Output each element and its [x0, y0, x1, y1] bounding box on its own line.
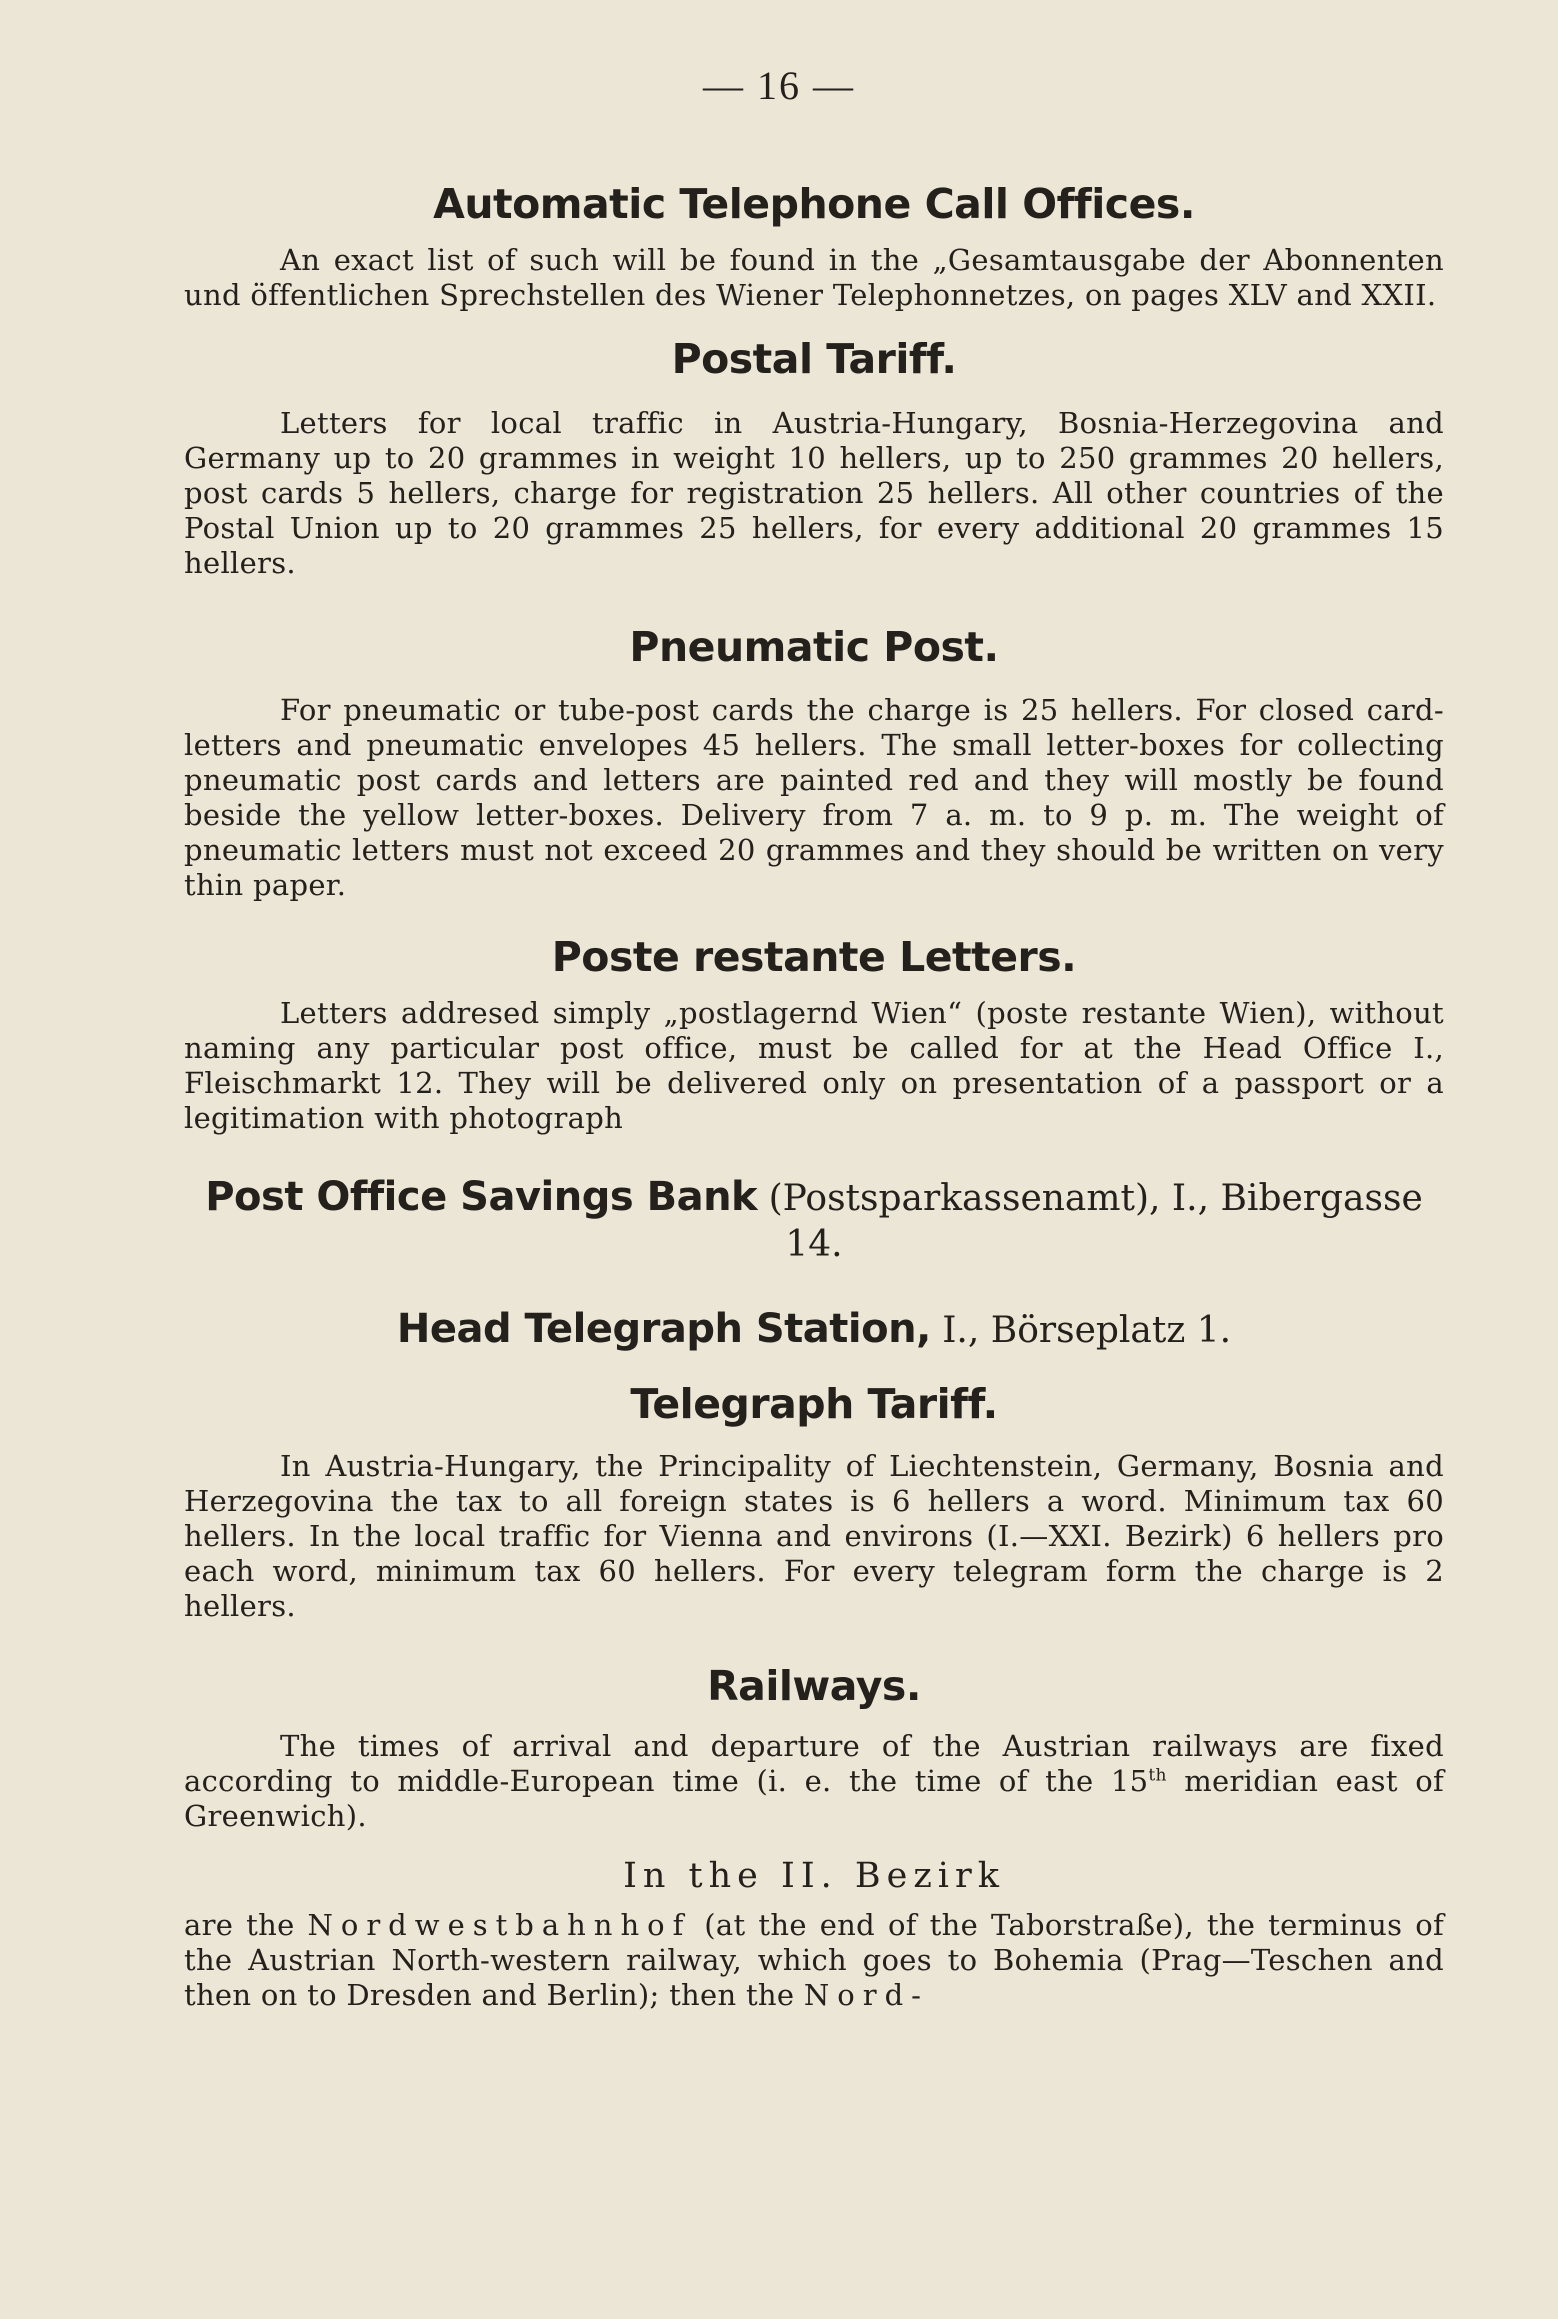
telegraph-tariff-heading: Telegraph Tariff.: [630, 1379, 998, 1428]
head-telegraph-address: I., Börseplatz 1.: [930, 1309, 1232, 1351]
bezirk-heading: In the II. Bezirk: [623, 1856, 1005, 1897]
head-telegraph-title: Head Telegraph Station,: [396, 1305, 931, 1352]
savings-bank-title: Post Office Savings Bank: [205, 1173, 758, 1220]
savings-bank-address: (Postsparkassenamt), I., Bibergasse 14.: [757, 1177, 1423, 1265]
head-telegraph-entry: [184, 1306, 1444, 1354]
railways-superscript: th: [1148, 1765, 1167, 1786]
railways-text-start: The times of arrival and departure of the Austrian railways are fixed according to middle-European time (i. e. the time of the 15: [184, 1729, 1444, 1799]
bezirk-paragraph: [184, 1908, 1444, 2013]
postal-tariff-paragraph: Letters for local traffic in Austria-Hungary, Bosnia-Herzegovina and Germany up to 20 grammes in weight 10 hellers, up to 250 grammes 20 hellers, post cards 5 hellers, charge for registration 25 hellers. All other countries of the Postal Union up to 20 grammes 25 hellers, for every additional 20 grammes 15 hellers.: [184, 406, 1444, 581]
page-content: [184, 180, 1444, 2013]
railways-heading: Railways.: [707, 1661, 921, 1710]
poste-restante-paragraph: Letters addresed simply „postlagernd Wien“ (poste restante Wien), without naming any particular post office, must be called for at the Head Office I., Fleischmarkt 12. They will be delivered only on presentation of a passport or a legitimation with photograph: [184, 995, 1444, 1135]
telegraph-tariff-paragraph: In Austria-Hungary, the Principality of Liechtenstein, Germany, Bosnia and Herzegovina the tax to all foreign states is 6 hellers a word. Minimum tax 60 hellers. In the local traffic for Vienna and environs (I.—XXI. Bezirk) 6 hellers pro each word, minimum tax 60 hellers. For every telegram form the charge is 2 hellers.: [184, 1448, 1444, 1623]
telephone-heading: Automatic Telephone Call Offices.: [433, 180, 1195, 228]
pneumatic-post-paragraph: For pneumatic or tube-post cards the charge is 25 hellers. For closed card-letters and pneumatic envelopes 45 hellers. The small letter-boxes for collecting pneumatic post cards and letters are painted red and they will mostly be found beside the yellow letter-boxes. Delivery from 7 a. m. to 9 p. m. The weight of pneumatic letters must not exceed 20 grammes and they should be written on very thin paper.: [184, 692, 1444, 902]
bezirk-text-2: (at the end of the Taborstraße), the terminus of the Austrian North-western railway, which goes to Bohemia (Prag—Teschen and then on to Dresden and Berlin); then the: [184, 1908, 1444, 2013]
postal-tariff-heading: Postal Tariff.: [671, 335, 957, 384]
railways-text-end: meridian east of Greenwich).: [184, 1764, 1444, 1834]
page-number: — 16 —: [703, 63, 855, 108]
railways-paragraph: [184, 1729, 1444, 1834]
poste-restante-heading: Poste restante Letters.: [551, 932, 1077, 981]
telephone-paragraph: An exact list of such will be found in the „Gesamtausgabe der Abonnenten und öffentlichen Sprechstellen des Wiener Telephonnetzes, on pages XLV and XXII.: [184, 243, 1444, 313]
nordwestbahnhof-term: Nordwestbahnhof: [307, 1908, 692, 1943]
nord-term: Nord-: [803, 1978, 929, 2013]
pneumatic-post-heading: Pneumatic Post.: [629, 623, 999, 672]
bezirk-text-1: are the: [184, 1908, 308, 1943]
savings-bank-entry: [184, 1174, 1444, 1268]
